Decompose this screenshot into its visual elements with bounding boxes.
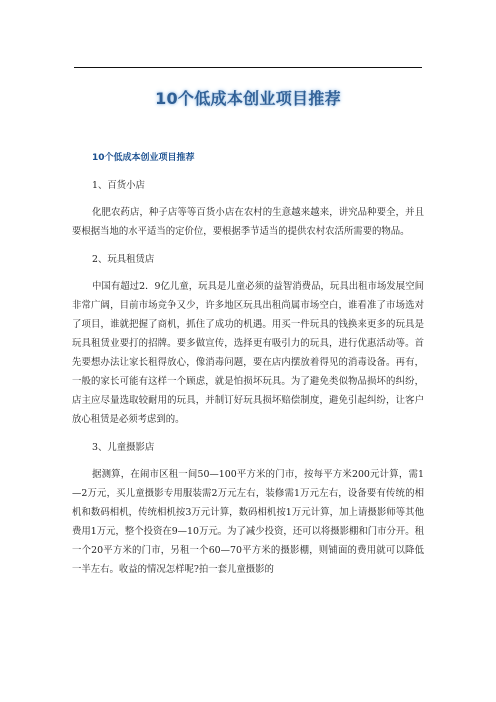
section-heading: 3、儿童摄影店 bbox=[92, 442, 155, 453]
document-body bbox=[72, 149, 424, 588]
header-rule bbox=[74, 67, 422, 68]
section-heading: 2、玩具租赁店 bbox=[92, 254, 155, 265]
section-paragraph: 中国有超过2．9亿儿童，玩具是儿童必须的益智消费品，玩具出租市场发展空间非常广阔，目前市场竞争又少，许多地区玩具出租尚属市场空白，谁看准了市场选对了项目，谁就把握了商机，抓住了成功的机遇。用买一件玩具的钱换来更多的玩具是玩具租赁业要打的招牌。要多做宣传，选择更有吸引力的玩具，进行优惠活动等。首先要想办法让家长租得放心，像消毒问题，要在店内摆放着得见的消毒设备。再有，一般的家长可能有这样一个顾虑，就是怕损坏玩具。为了避免类似物品损坏的纠纷，店主应尽量选取较耐用的玩具，并制订好玩具损坏赔偿制度，避免引起纠纷，让客户放心租赁是必须考虑到的。 bbox=[72, 281, 424, 425]
section-paragraph: 化肥农药店，种子店等等百货小店在农村的生意越来越来，讲究品种要全，并且要根据当地的水平适当的定价位，要根据季节适当的提供农村农活所需要的物品。 bbox=[72, 207, 424, 237]
section-paragraph: 据测算，在闹市区租一间50—100平方米的门市，按每平方米200元计算，需1—2万元，买儿童摄影专用服装需2万元左右，装修需1万元左右，设备要有传统的相机和数码相机，传统相机按3万元计算，数码相机按1万元计算，加上请摄影师等其他费用1万元，整个投资在9—10万元。为了减少投资，还可以将摄影棚和门市分开。租一个20平方米的门市，另租一个60—70平方米的摄影棚，则铺面的费用就可以降低一半左右。收益的情况怎样呢?拍一套儿童摄影的 bbox=[72, 469, 424, 575]
document-title: 10个低成本创业项目推荐 bbox=[155, 89, 341, 108]
document-subtitle: 10个低成本创业项目推荐 bbox=[92, 153, 195, 163]
section-heading: 1、百货小店 bbox=[92, 180, 145, 191]
